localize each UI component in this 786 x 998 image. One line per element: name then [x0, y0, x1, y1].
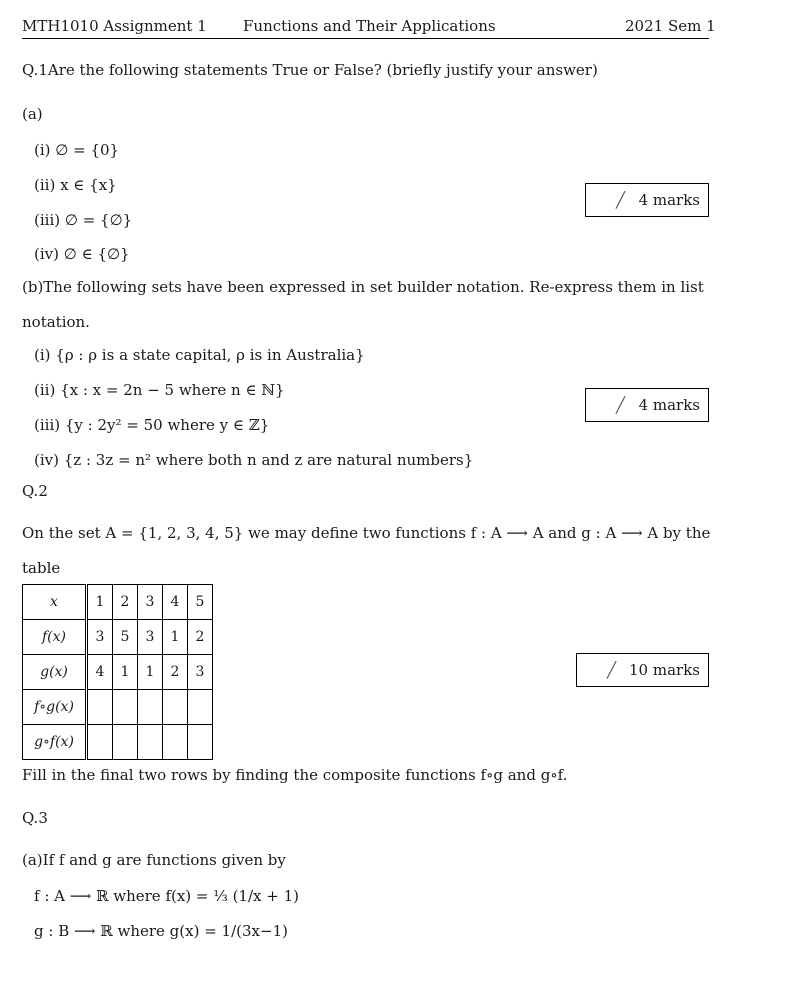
- answer-cell[interactable]: [138, 690, 163, 725]
- answer-cell[interactable]: [113, 690, 138, 725]
- table-row: [23, 655, 213, 690]
- q3-label: Q.3: [22, 809, 48, 827]
- answer-cell[interactable]: [87, 725, 113, 760]
- answer-cell[interactable]: [138, 725, 163, 760]
- answer-cell[interactable]: [163, 725, 188, 760]
- q1-b-item-3: (iii) {y : 2y² = 50 where y ∈ ℤ}: [34, 416, 270, 434]
- q1-part-b-line2: notation.: [22, 313, 90, 331]
- table-cell: 3: [138, 620, 163, 655]
- q1-b-item-4: (iv) {z : 3z = n² where both n and z are natural numbers}: [34, 451, 474, 469]
- row-label-f: f(x): [23, 620, 87, 655]
- q1-part-a-label: (a): [22, 105, 43, 123]
- slash-mark-icon: ╱: [616, 191, 626, 209]
- slash-mark-icon: ╱: [607, 661, 617, 679]
- table-cell: 3: [87, 620, 113, 655]
- row-label-g: g(x): [23, 655, 87, 690]
- q1-b-marks-box[interactable]: [585, 388, 709, 422]
- header-topic: Functions and Their Applications: [243, 17, 496, 35]
- q3-g-definition: g : B ⟶ ℝ where g(x) = 1/(3x−1): [34, 922, 288, 940]
- q1-b-item-1: (i) {ρ : ρ is a state capital, ρ is in Australia}: [34, 346, 365, 364]
- q2-label: Q.2: [22, 482, 48, 500]
- header-course: MTH1010 Assignment 1: [22, 17, 207, 35]
- table-cell: 1: [138, 655, 163, 690]
- table-cell: 2: [163, 655, 188, 690]
- answer-cell[interactable]: [87, 690, 113, 725]
- q2-text-line2: table: [22, 559, 61, 577]
- q3-f-definition: f : A ⟶ ℝ where f(x) = ⅓ (1/x + 1): [34, 887, 299, 905]
- q1-a-item-3: (iii) ∅ = {∅}: [34, 211, 133, 229]
- q2-instruction: Fill in the final two rows by finding the composite functions f∘g and g∘f.: [22, 766, 568, 784]
- q1-part-b-line1: (b)The following sets have been expressed in set builder notation. Re-express them in list: [22, 278, 704, 296]
- table-cell: 4: [163, 585, 188, 620]
- q1-a-marks-label: 4 marks: [638, 191, 700, 209]
- header-rule: [22, 38, 709, 39]
- q1-a-marks-box[interactable]: [585, 183, 709, 217]
- table-cell: 5: [113, 620, 138, 655]
- q2-text-line1: On the set A = {1, 2, 3, 4, 5} we may define two functions f : A ⟶ A and g : A ⟶ A by the: [22, 524, 711, 542]
- table-cell: 1: [163, 620, 188, 655]
- answer-cell[interactable]: [113, 725, 138, 760]
- answer-cell[interactable]: [163, 690, 188, 725]
- table-cell: 1: [113, 655, 138, 690]
- row-label-x: x: [23, 585, 87, 620]
- q3-part-a-intro: (a)If f and g are functions given by: [22, 851, 286, 869]
- table-row: [23, 620, 213, 655]
- header-semester: 2021 Sem 1: [625, 17, 716, 35]
- table-row: [23, 585, 213, 620]
- row-label-fog: f∘g(x): [23, 690, 87, 725]
- table-cell: 3: [188, 655, 213, 690]
- q1-a-item-2: (ii) x ∈ {x}: [34, 176, 117, 194]
- table-cell: 3: [138, 585, 163, 620]
- table-row: [23, 690, 213, 725]
- q1-prompt: Q.1Are the following statements True or False? (briefly justify your answer): [22, 61, 598, 79]
- q1-b-marks-label: 4 marks: [638, 396, 700, 414]
- q2-marks-label: 10 marks: [629, 661, 700, 679]
- table-cell: 2: [113, 585, 138, 620]
- table-cell: 2: [188, 620, 213, 655]
- table-cell: 4: [87, 655, 113, 690]
- function-table: [22, 584, 213, 760]
- answer-cell[interactable]: [188, 725, 213, 760]
- table-cell: 5: [188, 585, 213, 620]
- slash-mark-icon: ╱: [616, 396, 626, 414]
- answer-cell[interactable]: [188, 690, 213, 725]
- q1-a-item-1: (i) ∅ = {0}: [34, 141, 120, 159]
- q2-marks-box[interactable]: [576, 653, 709, 687]
- row-label-gof: g∘f(x): [23, 725, 87, 760]
- q1-b-item-2: (ii) {x : x = 2n − 5 where n ∈ ℕ}: [34, 381, 285, 399]
- table-row: [23, 725, 213, 760]
- q1-a-item-4: (iv) ∅ ∈ {∅}: [34, 245, 130, 263]
- table-cell: 1: [87, 585, 113, 620]
